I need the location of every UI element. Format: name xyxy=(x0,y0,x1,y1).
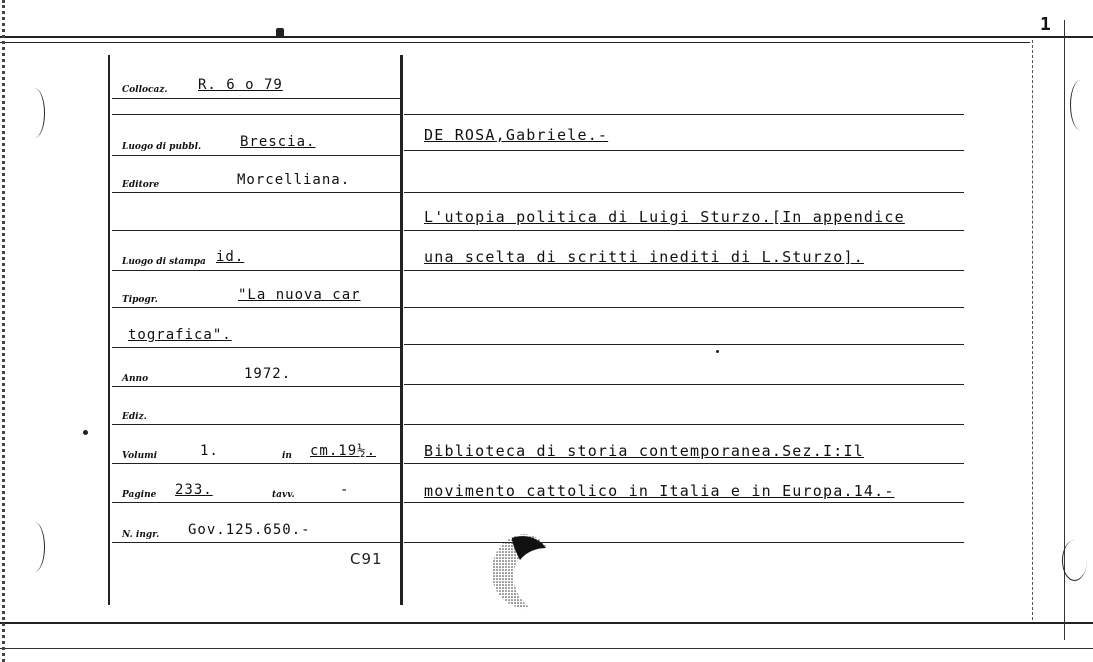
edizione-label: Ediz. xyxy=(122,412,147,422)
left-rule-10 xyxy=(112,424,400,425)
left-rule-11 xyxy=(112,463,400,464)
volumi-label: Volumi xyxy=(122,451,158,461)
pagine-value: 233. xyxy=(175,482,213,498)
punch-mark-right-bottom xyxy=(1062,540,1087,581)
right-rule-5 xyxy=(404,270,964,271)
left-rule-7 xyxy=(112,307,400,308)
handwritten-code: C91 xyxy=(350,550,383,568)
tipografia-value-continued: tografica". xyxy=(128,327,232,343)
editore-value: Morcelliana. xyxy=(237,172,351,188)
right-rule-1 xyxy=(404,114,964,115)
left-rule-6 xyxy=(112,270,400,271)
luogo-stampa-label: Luogo di stampa xyxy=(122,257,206,267)
left-edge-line xyxy=(2,0,5,662)
dot-mark-center xyxy=(716,350,719,353)
punch-mark-left-top xyxy=(24,88,45,138)
left-column-border xyxy=(108,55,110,605)
card-number: 1 xyxy=(1040,14,1051,35)
title-line-2: una scelta di scritti inediti di L.Sturzo]. xyxy=(424,248,864,266)
left-rule-8 xyxy=(112,347,400,348)
bottom-border-line-2 xyxy=(0,648,1093,649)
author-line: DE ROSA,Gabriele.- xyxy=(424,126,609,144)
ingresso-label: N. ingr. xyxy=(122,530,160,540)
right-rule-8 xyxy=(404,384,964,385)
collocazione-label: Collocaz. xyxy=(122,85,168,95)
right-rule-4 xyxy=(404,230,964,231)
right-rule-6 xyxy=(404,307,964,308)
right-rule-10 xyxy=(404,463,964,464)
right-rule-3 xyxy=(404,192,964,193)
tavole-value: - xyxy=(340,482,350,498)
ingresso-value: Gov.125.650.- xyxy=(188,522,311,538)
anno-value: 1972. xyxy=(244,366,292,382)
right-edge-line-2 xyxy=(1032,40,1033,620)
left-rule-3 xyxy=(112,155,400,156)
right-rule-2 xyxy=(404,150,964,151)
right-rule-7 xyxy=(404,344,964,345)
luogo-pubbl-value: Brescia. xyxy=(240,134,316,150)
tavole-label: tavv. xyxy=(272,490,295,500)
bottom-border-line xyxy=(0,622,1093,624)
ink-stamp-mark xyxy=(484,530,564,614)
volumi-value: 1. xyxy=(200,443,219,459)
luogo-pubbl-label: Luogo di pubbl. xyxy=(122,142,202,152)
right-rule-9 xyxy=(404,424,964,425)
top-marker xyxy=(276,28,284,38)
punch-mark-left-bottom xyxy=(24,522,45,572)
collocazione-value: R. 6 o 79 xyxy=(198,77,283,93)
formato-label: in xyxy=(282,451,292,461)
top-border-line-2 xyxy=(0,42,1030,43)
top-border-line xyxy=(0,36,1093,38)
dot-mark-left xyxy=(83,430,88,435)
editore-label: Editore xyxy=(122,180,160,190)
luogo-stampa-value: id. xyxy=(216,249,245,265)
left-rule-9 xyxy=(112,386,400,387)
left-rule-13 xyxy=(112,542,400,543)
tipografia-value: "La nuova car xyxy=(238,287,361,303)
left-rule-5 xyxy=(112,230,400,231)
left-rule-2 xyxy=(112,114,400,115)
left-rule-4 xyxy=(112,192,400,193)
left-rule-12 xyxy=(112,502,400,503)
anno-label: Anno xyxy=(122,374,149,384)
title-line-1: L'utopia politica di Luigi Sturzo.[In appendice xyxy=(424,208,905,226)
pagine-label: Pagine xyxy=(122,490,157,500)
punch-mark-right-top xyxy=(1070,80,1091,130)
center-column-divider xyxy=(400,55,403,605)
formato-value: cm.19½. xyxy=(310,443,377,459)
series-line-2: movimento cattolico in Italia e in Europa.14.- xyxy=(424,482,895,500)
right-rule-11 xyxy=(404,502,964,503)
left-rule-1 xyxy=(112,98,400,99)
tipografia-label: Tipogr. xyxy=(122,295,158,305)
series-line-1: Biblioteca di storia contemporanea.Sez.I:Il xyxy=(424,442,864,460)
